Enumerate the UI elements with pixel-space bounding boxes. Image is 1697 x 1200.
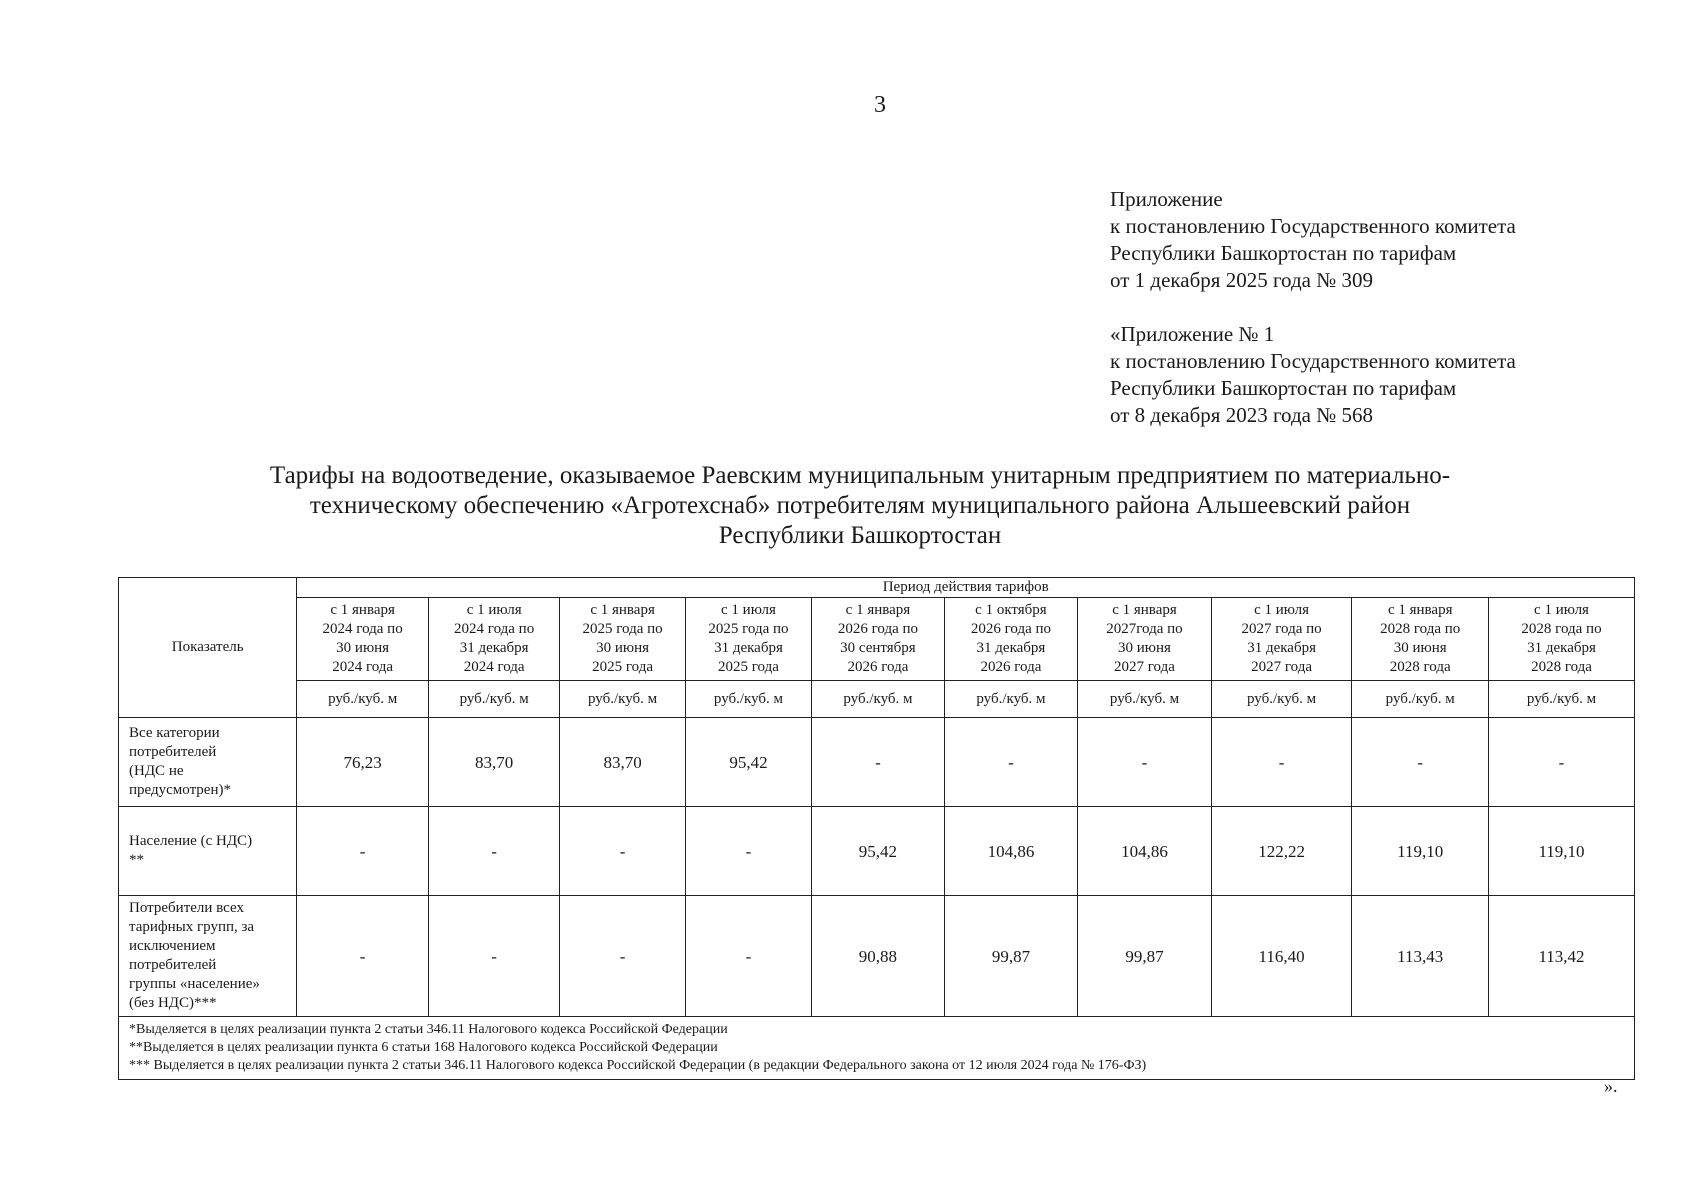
- tariff-value: 99,87: [944, 896, 1078, 1017]
- footnote: *** Выделяется в целях реализации пункта 2 статьи 346.11 Налогового кодекса Российской Федерации (в редакции Федерального закона от 12 июля 2024 года № 176-ФЗ): [129, 1058, 1147, 1073]
- unit-cell: руб./куб. м: [1078, 681, 1212, 718]
- tariff-value: 113,43: [1352, 896, 1489, 1017]
- period-header: Период действия тарифов: [297, 578, 1635, 598]
- tariff-value: -: [1352, 718, 1489, 807]
- unit-cell: руб./куб. м: [1352, 681, 1489, 718]
- table-row: [119, 807, 1635, 896]
- tariff-value: 83,70: [560, 718, 685, 807]
- tariff-value: 119,10: [1489, 807, 1635, 896]
- approval-line: Приложение: [1110, 187, 1223, 211]
- tariff-value: 104,86: [1078, 807, 1212, 896]
- tariff-value: 104,86: [944, 807, 1078, 896]
- unit-cell: руб./куб. м: [428, 681, 560, 718]
- period-cell: с 1 июля 2027 года по 31 декабря 2027 года: [1211, 598, 1352, 681]
- tariff-value: -: [685, 896, 811, 1017]
- tariff-value: 83,70: [428, 718, 560, 807]
- tariff-value: -: [812, 718, 945, 807]
- period-cell: с 1 января 2028 года по 30 июня 2028 года: [1352, 598, 1489, 681]
- footnotes: [119, 1017, 1635, 1080]
- unit-cell: руб./куб. м: [812, 681, 945, 718]
- tariff-value: -: [297, 807, 429, 896]
- indicator-header: Показатель: [119, 578, 297, 718]
- period-cell: с 1 июля 2028 года по 31 декабря 2028 года: [1489, 598, 1635, 681]
- tariff-value: 76,23: [297, 718, 429, 807]
- table-row: [119, 896, 1635, 1017]
- approval-line: от 1 декабря 2025 года № 309: [1110, 268, 1373, 292]
- period-cell: с 1 октября 2026 года по 31 декабря 2026 года: [944, 598, 1078, 681]
- tariff-value: 119,10: [1352, 807, 1489, 896]
- tariff-value: -: [297, 896, 429, 1017]
- period-cell: с 1 января 2027года по 30 июня 2027 года: [1078, 598, 1212, 681]
- title-line: техническому обеспечению «Агротехснаб» потребителям муниципального района Альшеевский район: [309, 492, 1411, 519]
- tariff-value: 99,87: [1078, 896, 1212, 1017]
- tariff-value: 122,22: [1211, 807, 1352, 896]
- tariff-value: 95,42: [812, 807, 945, 896]
- tariff-value: -: [428, 896, 560, 1017]
- period-cell: с 1 января 2025 года по 30 июня 2025 года: [560, 598, 685, 681]
- period-cell: с 1 июля 2024 года по 31 декабря 2024 года: [428, 598, 560, 681]
- unit-cell: руб./куб. м: [560, 681, 685, 718]
- tariff-value: 95,42: [685, 718, 811, 807]
- tariff-value: -: [685, 807, 811, 896]
- unit-cell: руб./куб. м: [944, 681, 1078, 718]
- row-label: Все категории потребителей (НДС не предусмотрен)*: [119, 718, 297, 807]
- tariff-value: -: [1078, 718, 1212, 807]
- approval-line: к постановлению Государственного комитета: [1110, 214, 1516, 238]
- approval-line: от 8 декабря 2023 года № 568: [1110, 403, 1373, 427]
- tariff-value: -: [560, 807, 685, 896]
- tariff-value: -: [944, 718, 1078, 807]
- approval-line: Республики Башкортостан по тарифам: [1110, 376, 1457, 400]
- closing-mark: ».: [1604, 1076, 1618, 1096]
- period-cell: с 1 июля 2025 года по 31 декабря 2025 года: [685, 598, 811, 681]
- tariff-value: -: [1489, 718, 1635, 807]
- approval-block: [1110, 186, 1516, 429]
- page-number: 3: [874, 92, 886, 118]
- unit-cell: руб./куб. м: [1489, 681, 1635, 718]
- tariff-value: -: [428, 807, 560, 896]
- footnote: **Выделяется в целях реализации пункта 6 статьи 168 Налогового кодекса Российской Федерации: [129, 1040, 718, 1055]
- unit-cell: руб./куб. м: [1211, 681, 1352, 718]
- period-cell: с 1 января 2026 года по 30 сентября 2026 года: [812, 598, 945, 681]
- period-cell: с 1 января 2024 года по 30 июня 2024 года: [297, 598, 429, 681]
- approval-line: к постановлению Государственного комитета: [1110, 349, 1516, 373]
- title-line: Республики Башкортостан: [718, 522, 1002, 549]
- document-title: [210, 461, 1510, 551]
- approval-line: «Приложение № 1: [1110, 322, 1275, 346]
- approval-line: Республики Башкортостан по тарифам: [1110, 241, 1457, 265]
- unit-cell: руб./куб. м: [297, 681, 429, 718]
- table-row: [119, 718, 1635, 807]
- unit-cell: руб./куб. м: [685, 681, 811, 718]
- tariff-value: 113,42: [1489, 896, 1635, 1017]
- tariff-value: -: [1211, 718, 1352, 807]
- footnote: *Выделяется в целях реализации пункта 2 статьи 346.11 Налогового кодекса Российской Федерации: [129, 1022, 728, 1037]
- tariff-value: -: [560, 896, 685, 1017]
- tariff-value: 90,88: [812, 896, 945, 1017]
- row-label: Население (с НДС) **: [119, 807, 297, 896]
- title-line: Тарифы на водоотведение, оказываемое Раевским муниципальным унитарным предприятием по материально-: [269, 462, 1451, 489]
- tariff-table: [118, 577, 1635, 1080]
- row-label: Потребители всех тарифных групп, за исключением потребителей группы «население» (без НДС)***: [119, 896, 297, 1017]
- tariff-value: 116,40: [1211, 896, 1352, 1017]
